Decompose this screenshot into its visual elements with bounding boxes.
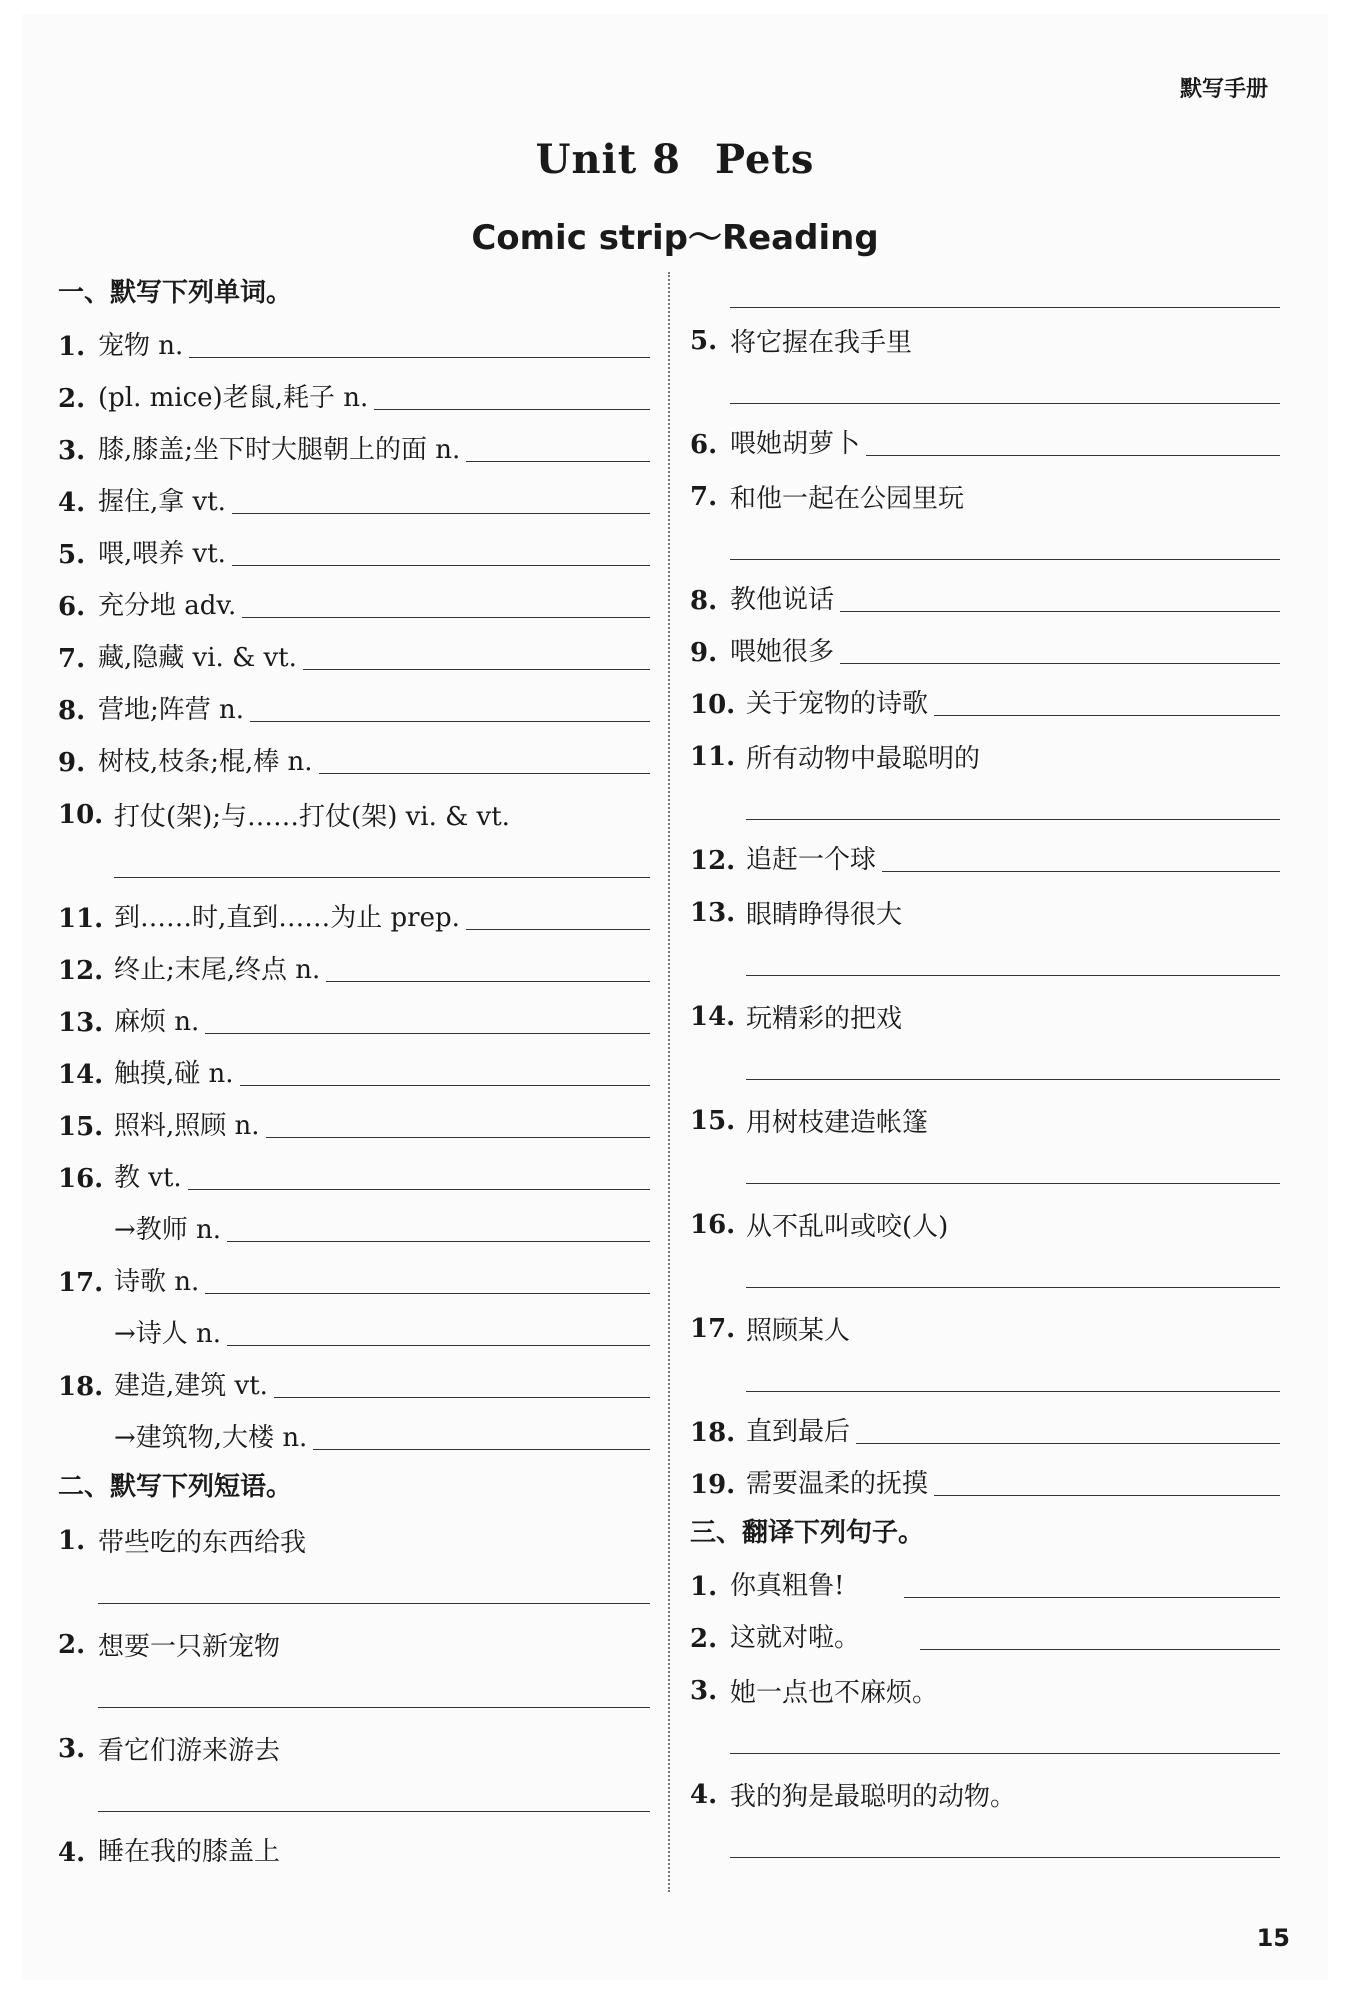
answer-line[interactable] bbox=[274, 1397, 650, 1398]
page-title bbox=[22, 136, 1328, 183]
phrase-item-16: 16. 从不乱叫或咬(人) bbox=[690, 1196, 1280, 1300]
word-item-18-derived: →建筑物,大楼 n. bbox=[58, 1410, 650, 1462]
answer-line[interactable] bbox=[326, 981, 650, 982]
answer-line[interactable] bbox=[227, 1241, 650, 1242]
answer-line[interactable] bbox=[114, 877, 650, 878]
answer-line[interactable] bbox=[374, 409, 650, 410]
answer-line[interactable] bbox=[934, 715, 1280, 716]
phrase-item-2: 2. 想要一只新宠物 bbox=[58, 1616, 650, 1720]
phrase-item-14: 14. 玩精彩的把戏 bbox=[690, 988, 1280, 1092]
answer-line[interactable] bbox=[466, 929, 650, 930]
word-item-4: 4. 握住,拿 vt. bbox=[58, 474, 650, 526]
answer-line[interactable] bbox=[98, 1811, 650, 1812]
word-item-2: 2. (pl. mice)老鼠,耗子 n. bbox=[58, 370, 650, 422]
answer-line[interactable] bbox=[934, 1495, 1280, 1496]
title-unit: Unit 8 bbox=[535, 136, 681, 183]
word-item-5: 5. 喂,喂养 vt. bbox=[58, 526, 650, 578]
phrase-item-12: 12. 追赶一个球 bbox=[690, 832, 1280, 884]
phrase-item-15: 15. 用树枝建造帐篷 bbox=[690, 1092, 1280, 1196]
phrase-item-9: 9. 喂她很多 bbox=[690, 624, 1280, 676]
answer-line[interactable] bbox=[98, 1707, 650, 1708]
answer-line[interactable] bbox=[205, 1293, 650, 1294]
right-column bbox=[690, 268, 1280, 1870]
section3-heading: 三、翻译下列句子。 bbox=[690, 1518, 925, 1548]
answer-line[interactable] bbox=[746, 819, 1280, 820]
word-item-11: 11. 到……时,直到……为止 prep. bbox=[58, 890, 650, 942]
answer-line[interactable] bbox=[466, 461, 650, 462]
sentence-item-1: 1. 你真粗鲁! bbox=[690, 1558, 1280, 1610]
phrase-item-19: 19. 需要温柔的抚摸 bbox=[690, 1456, 1280, 1508]
sentence-item-3: 3. 她一点也不麻烦。 bbox=[690, 1662, 1280, 1766]
answer-line[interactable] bbox=[319, 773, 650, 774]
word-item-17-derived: →诗人 n. bbox=[58, 1306, 650, 1358]
answer-line[interactable] bbox=[840, 663, 1280, 664]
answer-line[interactable] bbox=[189, 357, 650, 358]
answer-line[interactable] bbox=[866, 455, 1280, 456]
answer-line[interactable] bbox=[920, 1649, 1280, 1650]
word-item-17: 17. 诗歌 n. bbox=[58, 1254, 650, 1306]
answer-line[interactable] bbox=[730, 559, 1280, 560]
answer-line[interactable] bbox=[730, 403, 1280, 404]
answer-line[interactable] bbox=[746, 1183, 1280, 1184]
answer-line[interactable] bbox=[730, 1753, 1280, 1754]
header-tag: 默写手册 bbox=[1179, 77, 1268, 102]
sentence-item-2: 2. 这就对啦。 bbox=[690, 1610, 1280, 1662]
word-item-6: 6. 充分地 adv. bbox=[58, 578, 650, 630]
phrase-item-6: 6. 喂她胡萝卜 bbox=[690, 416, 1280, 468]
left-column bbox=[58, 268, 650, 1876]
word-item-9: 9. 树枝,枝条;棍,棒 n. bbox=[58, 734, 650, 786]
phrase-item-18: 18. 直到最后 bbox=[690, 1404, 1280, 1456]
word-item-16-derived: →教师 n. bbox=[58, 1202, 650, 1254]
phrase-item-11: 11. 所有动物中最聪明的 bbox=[690, 728, 1280, 832]
answer-line[interactable] bbox=[746, 1391, 1280, 1392]
answer-line[interactable] bbox=[240, 1085, 650, 1086]
answer-line[interactable] bbox=[266, 1137, 650, 1138]
answer-line[interactable] bbox=[205, 1033, 650, 1034]
answer-line[interactable] bbox=[904, 1597, 1280, 1598]
word-item-15: 15. 照料,照顾 n. bbox=[58, 1098, 650, 1150]
word-item-14: 14. 触摸,碰 n. bbox=[58, 1046, 650, 1098]
answer-line[interactable] bbox=[232, 565, 650, 566]
answer-line[interactable] bbox=[250, 721, 650, 722]
sentence-item-4: 4. 我的狗是最聪明的动物。 bbox=[690, 1766, 1280, 1870]
page-number: 15 bbox=[1256, 1924, 1290, 1952]
phrase-item-1: 1. 带些吃的东西给我 bbox=[58, 1512, 650, 1616]
phrase-item-10: 10. 关于宠物的诗歌 bbox=[690, 676, 1280, 728]
answer-line[interactable] bbox=[856, 1443, 1280, 1444]
answer-line[interactable] bbox=[746, 1079, 1280, 1080]
answer-line[interactable] bbox=[242, 617, 650, 618]
answer-line[interactable] bbox=[227, 1345, 650, 1346]
answer-line[interactable] bbox=[188, 1189, 650, 1190]
column-divider bbox=[668, 272, 670, 1892]
answer-line[interactable] bbox=[882, 871, 1280, 872]
answer-line[interactable] bbox=[303, 669, 650, 670]
word-item-13: 13. 麻烦 n. bbox=[58, 994, 650, 1046]
phrase-item-8: 8. 教他说话 bbox=[690, 572, 1280, 624]
page-subtitle: Comic strip～Reading bbox=[471, 218, 879, 258]
answer-line[interactable] bbox=[730, 268, 1280, 308]
answer-line[interactable] bbox=[313, 1449, 650, 1450]
answer-line[interactable] bbox=[840, 611, 1280, 612]
phrase-item-13: 13. 眼睛睁得很大 bbox=[690, 884, 1280, 988]
phrase-item-3: 3. 看它们游来游去 bbox=[58, 1720, 650, 1824]
answer-line[interactable] bbox=[746, 1287, 1280, 1288]
phrase-item-4: 4. 睡在我的膝盖上 bbox=[58, 1837, 281, 1868]
word-item-12: 12. 终止;末尾,终点 n. bbox=[58, 942, 650, 994]
word-item-7: 7. 藏,隐藏 vi. & vt. bbox=[58, 630, 650, 682]
title-topic: Pets bbox=[714, 136, 815, 183]
word-item-10: 10. 打仗(架);与……打仗(架) vi. & vt. bbox=[58, 786, 650, 890]
phrase-item-5: 5. 将它握在我手里 bbox=[690, 312, 1280, 416]
phrase-item-7: 7. 和他一起在公园里玩 bbox=[690, 468, 1280, 572]
word-item-18: 18. 建造,建筑 vt. bbox=[58, 1358, 650, 1410]
word-item-16: 16. 教 vt. bbox=[58, 1150, 650, 1202]
section2-heading: 二、默写下列短语。 bbox=[58, 1472, 293, 1502]
answer-line[interactable] bbox=[232, 513, 650, 514]
answer-line[interactable] bbox=[730, 1857, 1280, 1858]
word-item-1: 1. 宠物 n. bbox=[58, 318, 650, 370]
answer-line[interactable] bbox=[746, 975, 1280, 976]
word-item-8: 8. 营地;阵营 n. bbox=[58, 682, 650, 734]
section1-heading: 一、默写下列单词。 bbox=[58, 278, 293, 308]
phrase-item-17: 17. 照顾某人 bbox=[690, 1300, 1280, 1404]
answer-line[interactable] bbox=[98, 1603, 650, 1604]
word-item-3: 3. 膝,膝盖;坐下时大腿朝上的面 n. bbox=[58, 422, 650, 474]
